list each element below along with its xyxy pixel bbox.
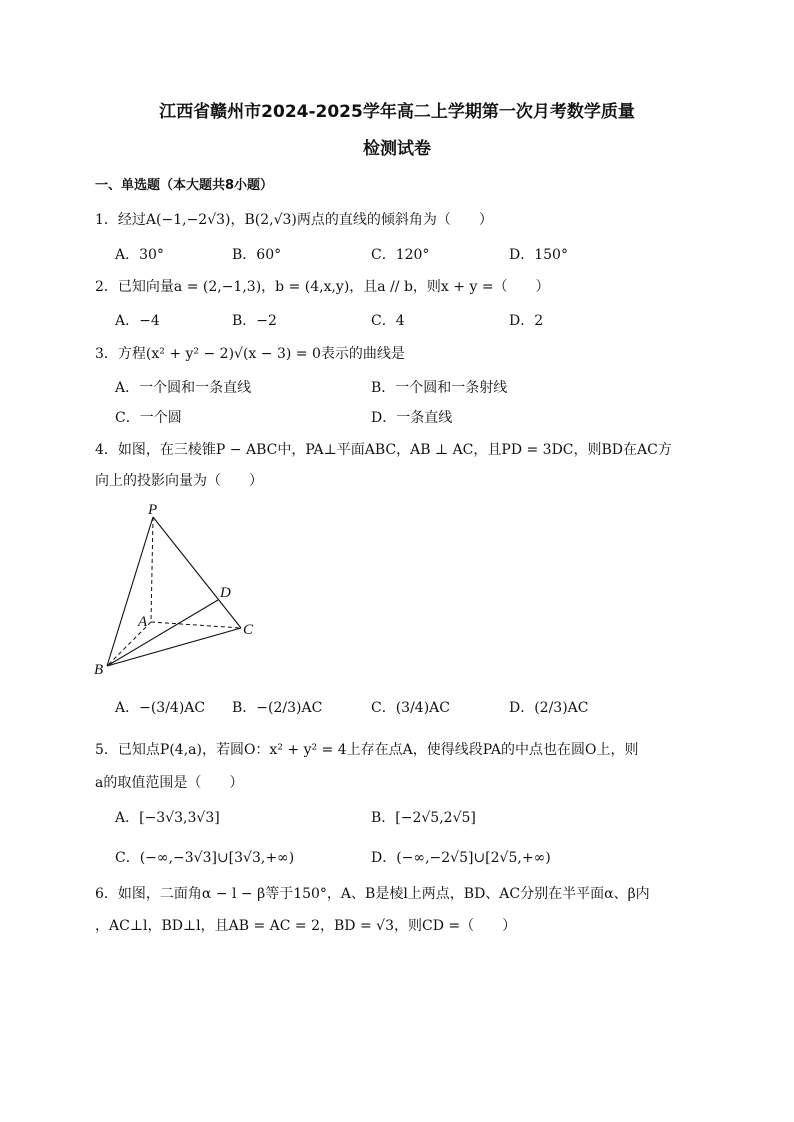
q3-option-a: A．一个圆和一条直线 [115,380,252,396]
title-line-2: 检测试卷 [363,139,431,159]
q2-option-b: B．−2 [232,313,277,329]
q2-option-c: C．4 [371,313,405,329]
segment-bd [107,600,218,666]
question-1-stem: 1．经过A(−1,−2√3)，B(2,√3)两点的直线的倾斜角为（ ） [95,212,493,228]
question-6-stem-line-2: ，AC⊥l，BD⊥l，且AB = AC = 2，BD = √3，则CD =（ ） [95,918,517,934]
edge-bc [107,628,241,666]
question-3-stem: 3．方程(x² + y² − 2)√(x − 3) = 0表示的曲线是 [95,346,405,362]
q3-option-b: B．一个圆和一条射线 [371,380,508,396]
edge-ac-hidden [151,622,241,628]
q4-option-a: A．−(3/4)AC [115,700,206,716]
question-5-stem-line-2: a的取值范围是（ ） [95,775,244,791]
edge-pa-hidden [151,517,153,622]
label-c: C [243,622,254,638]
label-b: B [94,662,104,678]
question-4-stem-line-1: 4．如图，在三棱锥P − ABC中，PA⊥平面ABC，AB ⊥ AC，且PD = 3DC，则BD在AC方 [95,442,672,458]
label-d: D [220,585,231,601]
q5-option-c: C．(−∞,−3√3]∪[3√3,+∞) [115,850,295,866]
q2-option-a: A．−4 [115,313,160,329]
label-a: A [138,614,148,630]
q1-option-c: C．120° [371,247,430,263]
q4-option-d: D．(2/3)AC [509,700,589,716]
q1-option-d: D．150° [509,247,568,263]
question-4-stem-line-2: 向上的投影向量为（ ） [95,473,263,489]
q1-option-a: A．30° [115,247,164,263]
q5-option-a: A．[−3√3,3√3] [115,810,220,826]
q4-option-c: C．(3/4)AC [371,700,450,716]
tetrahedron-figure [90,500,270,685]
q1-option-b: B．60° [232,247,282,263]
q5-option-b: B．[−2√5,2√5] [371,810,476,826]
q2-option-d: D．2 [509,313,544,329]
section-heading: 一、单选题（本大题共8小题） [95,178,274,193]
edge-pc [153,517,241,628]
question-2-stem: 2．已知向量a = (2,−1,3)，b = (4,x,y)，且a // b，则x + y =（ ） [95,279,550,295]
q4-option-b: B．−(2/3)AC [232,700,323,716]
title-line-1: 江西省赣州市2024-2025学年高二上学期第一次月考数学质量 [159,102,635,122]
q3-option-d: D．一条直线 [371,410,453,426]
q5-option-d: D．(−∞,−2√5]∪[2√5,+∞) [371,850,551,866]
label-p: P [148,502,158,518]
question-5-stem-line-1: 5．已知点P(4,a)，若圆O：x² + y² = 4上存在点A，使得线段PA的中点也在圆O上，则 [95,742,639,758]
q3-option-c: C．一个圆 [115,410,182,426]
question-6-stem-line-1: 6．如图，二面角α − l − β等于150°，A、B是棱l上两点，BD、AC分别在半平面α、β内 [95,886,650,902]
